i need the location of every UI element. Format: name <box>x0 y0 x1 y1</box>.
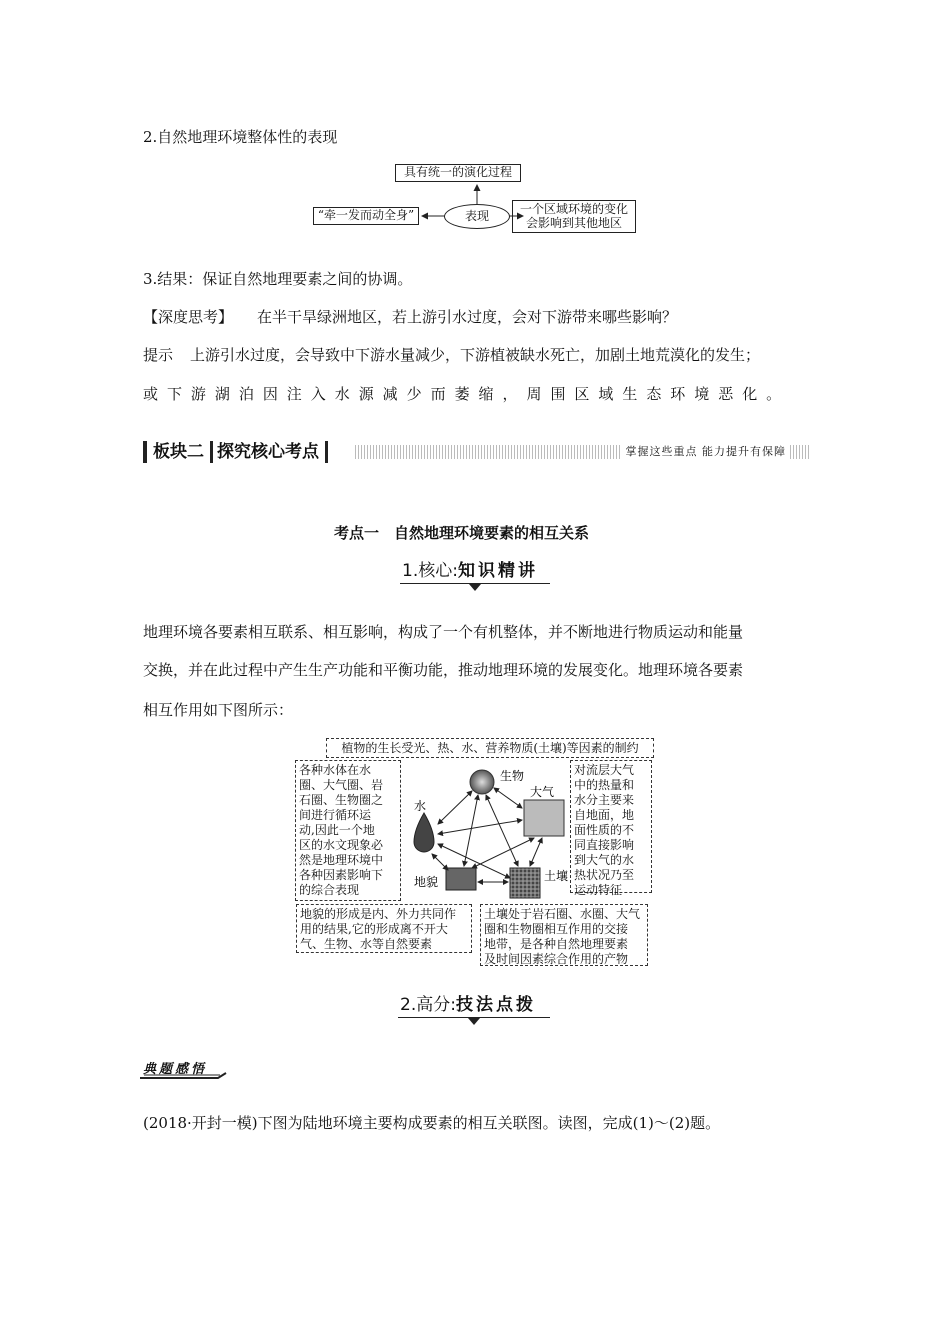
highscore-label: 技法点拨 <box>455 995 536 1015</box>
banner-title: 探究核心考点 <box>217 441 328 463</box>
example-tag: 典题感悟 <box>143 1062 208 1077</box>
section-banner <box>143 441 810 463</box>
node-water-label: 水 <box>414 799 427 813</box>
link-bio-water <box>438 791 472 824</box>
figure-left-box <box>295 760 401 901</box>
figure-bottom-right-box-line: 及时间因素综合作用的产物 <box>484 952 629 966</box>
link-bio-air <box>494 788 522 808</box>
bio-image <box>470 770 494 794</box>
figure-bottom-right-box-line: 圈和生物圈相互作用的交接 <box>484 922 629 936</box>
figure-bottom-left-box-line: 用的结果,它的形成离不开大 <box>300 922 448 936</box>
figure-right-box-line: 热状况乃至 <box>574 868 635 882</box>
link-air-terrain <box>472 838 534 868</box>
section-heading: 2.自然地理环境整体性的表现 <box>143 128 338 146</box>
figure-top-box: 植物的生长受光、热、水、营养物质(土壤)等因素的制约 <box>326 738 654 758</box>
body-line1: 地理环境各要素相互联系、相互影响，构成了一个有机整体，并不断地进行物质运动和能量 <box>143 623 744 641</box>
diagram-top-box: 具有统一的演化过程 <box>395 164 521 182</box>
figure-bottom-left-box <box>296 904 472 953</box>
figure-left-box-line: 的综合表现 <box>299 883 360 897</box>
core-prefix: 1.核心: <box>402 561 458 581</box>
figure-right-box-line: 面性质的不 <box>574 823 635 837</box>
body-line3: 相互作用如下图所示： <box>143 701 294 719</box>
figure-left-box-line: 间进行循环运 <box>299 808 372 822</box>
hint-line1: 上游引水过度，会导致中下游水量减少，下游植被缺水死亡，加剧土地荒漠化的发生； <box>190 346 761 364</box>
figure-left-box-line: 石圈、生物圈之 <box>299 793 384 807</box>
diagram-center-ellipse: 表现 <box>444 204 510 229</box>
highscore-heading <box>400 995 536 1015</box>
figure-right-box-line: 中的热量和 <box>574 778 635 792</box>
link-bio-terrain <box>464 795 478 866</box>
link-air-soil <box>530 838 542 866</box>
core-triangle-icon <box>469 584 481 591</box>
diagram-right-line1: 一个区域环境的变化 <box>519 202 628 216</box>
figure-left-box-line: 动,因此一个地 <box>299 823 375 837</box>
node-terrain-label: 地貌 <box>414 875 439 889</box>
figure-left-box-line: 各种水体在水 <box>299 763 372 777</box>
figure-bottom-right-box <box>480 904 648 966</box>
figure-bottom-left-box-line: 气、生物、水等自然要素 <box>300 937 433 951</box>
deep-think-label: 【深度思考】 <box>143 308 234 326</box>
air-image <box>524 800 564 836</box>
figure-bottom-right-box-line: 土壤处于岩石圈、水圈、大气 <box>484 907 641 921</box>
figure-right-box-line: 对流层大气 <box>574 763 635 777</box>
node-bio-label: 生物 <box>500 769 525 783</box>
soil-image <box>510 868 540 898</box>
core-heading <box>402 561 538 581</box>
water-image <box>414 813 434 852</box>
figure-left-box-line: 各种因素影响下 <box>299 868 384 882</box>
highscore-prefix: 2.高分: <box>400 995 456 1015</box>
figure-right-box-line: 水分主要来 <box>574 793 635 807</box>
figure-right-box-line: 到大气的水 <box>574 853 635 867</box>
example-underline <box>140 1072 232 1080</box>
node-air-label: 大气 <box>530 785 555 799</box>
figure-left-box-line: 然是地理环境中 <box>299 853 384 867</box>
link-water-terrain <box>432 854 448 870</box>
figure-network <box>400 758 572 906</box>
diagram-right-line2: 会影响到其他地区 <box>525 216 622 230</box>
figure-right-box-line: 同直接影响 <box>574 838 635 852</box>
highscore-triangle-icon <box>468 1018 480 1025</box>
figure-right-box-line: 自地面，地 <box>574 808 635 822</box>
core-label: 知识精讲 <box>457 561 538 581</box>
body-line2: 交换，并在此过程中产生生产功能和平衡功能，推动地理环境的发展变化。地理环境各要素 <box>143 661 744 679</box>
figure-bottom-right-box-line: 地带，是各种自然地理要素 <box>484 937 629 951</box>
node-soil-label: 土壤 <box>544 869 569 883</box>
diagram-right-box <box>512 200 636 233</box>
figure-bottom-left-box-line: 地貌的形成是内、外力共同作 <box>300 907 457 921</box>
kaodian-title: 考点一 自然地理环境要素的相互关系 <box>334 524 590 542</box>
figure-right-box-line: 运动特征 <box>574 883 623 897</box>
question-text: (2018·开封一模)下图为陆地环境主要构成要素的相互关联图。读图，完成(1)～(2)题。 <box>143 1114 721 1132</box>
diagram-arrows <box>400 175 530 225</box>
banner-subtitle: 掌握这些重点 能力提升有保障 <box>622 445 791 459</box>
result-text: 3.结果：保证自然地理要素之间的协调。 <box>143 270 413 288</box>
figure-left-box-line: 圈、大气圈、岩 <box>299 778 384 792</box>
link-water-air <box>438 820 522 834</box>
diagram-left-box: “牵一发而动全身” <box>313 207 419 225</box>
hint-label: 提示 <box>143 346 174 364</box>
figure-left-box-line: 区的水文现象必 <box>299 838 384 852</box>
banner-block: 板块二 <box>143 441 213 463</box>
terrain-image <box>446 868 476 890</box>
deep-think-question: 在半干旱绿洲地区，若上游引水过度，会对下游带来哪些影响？ <box>257 308 678 326</box>
hint-line2: 或 下 游 湖 泊 因 注 入 水 源 减 少 而 萎 缩 ， 周 围 区 域 生 态 环 境 恶 化 。 <box>143 385 784 403</box>
link-bio-soil <box>486 795 518 866</box>
figure-right-box <box>570 760 652 897</box>
